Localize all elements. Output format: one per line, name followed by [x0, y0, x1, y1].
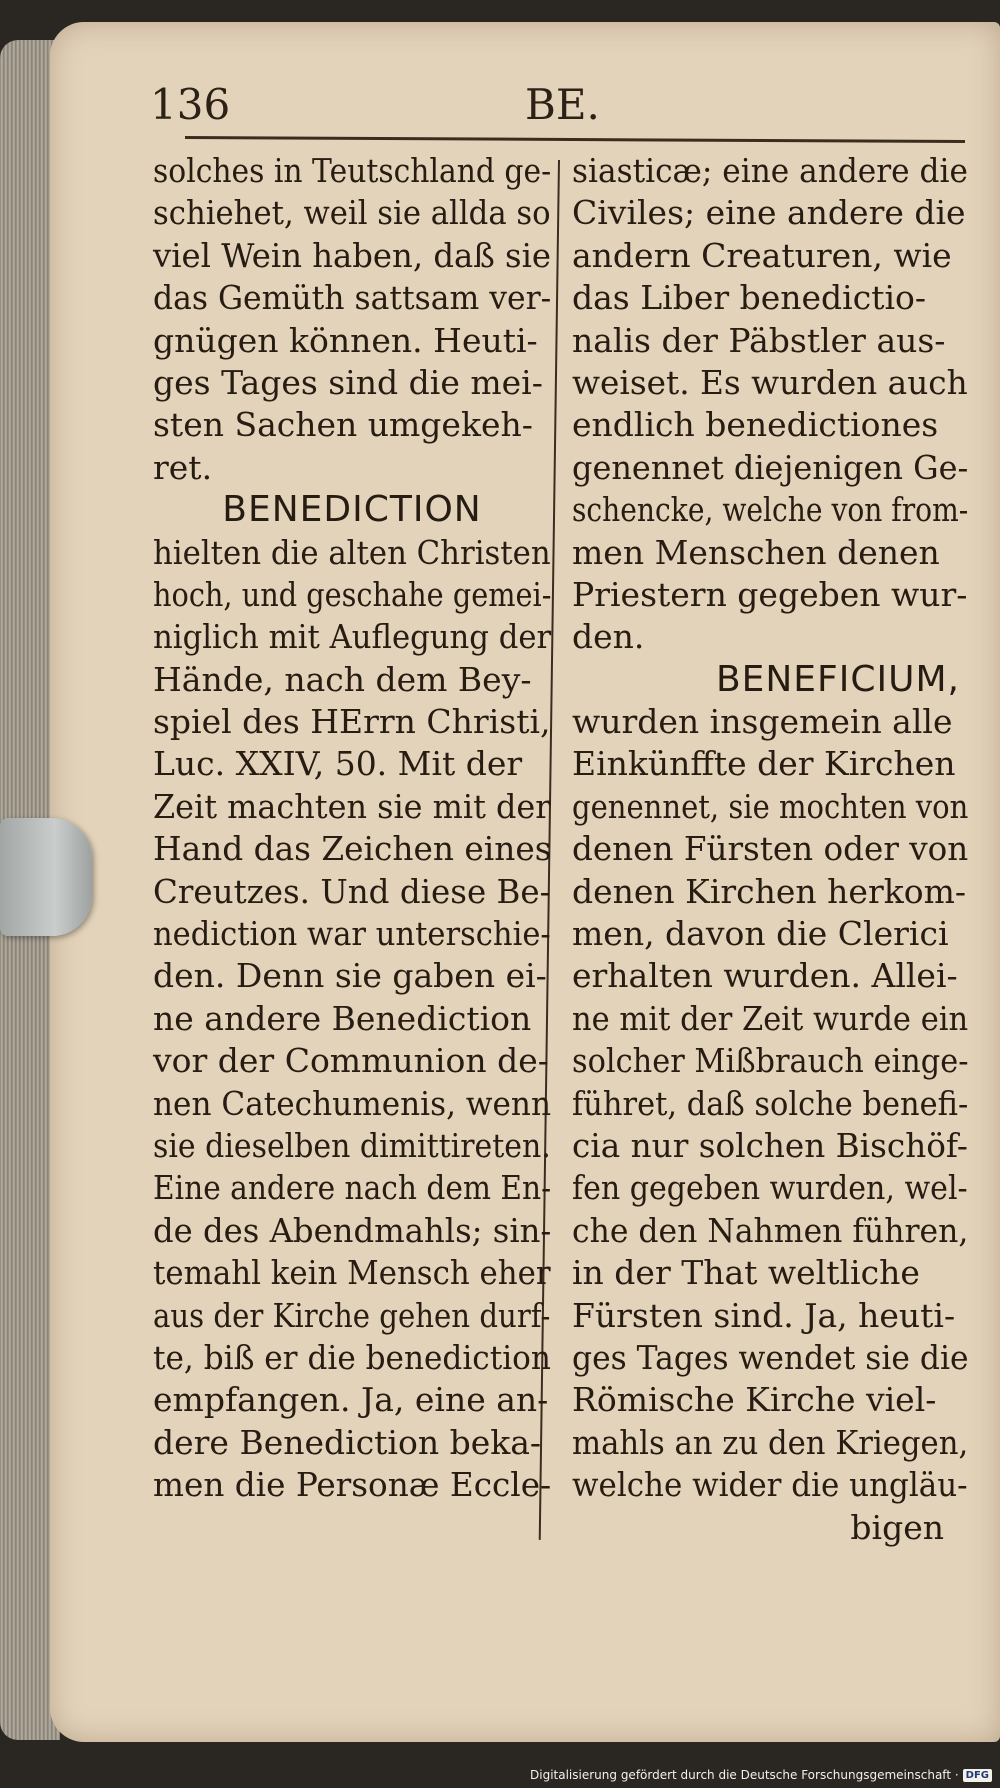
- text-line: ret.: [153, 447, 213, 487]
- text-line: Luc. XXIV, 50. Mit der: [153, 744, 523, 784]
- text-line: men die Personæ Eccle-: [153, 1465, 552, 1505]
- text-line: temahl kein Mensch eher: [153, 1253, 551, 1293]
- text-line: das Liber benedictio-: [572, 278, 927, 318]
- text-line: den. Denn sie gaben ei-: [153, 956, 547, 996]
- bookmark-clip: [0, 818, 92, 936]
- text-line: ne andere Benediction: [153, 998, 532, 1038]
- text-line: siasticæ; eine andere die: [572, 151, 968, 190]
- running-head: BE.: [525, 80, 600, 129]
- text-line: cia nur solchen Bischöf-: [572, 1125, 968, 1165]
- text-line: dere Benediction beka-: [153, 1422, 542, 1462]
- text-line: erhalten wurden. Allei-: [572, 956, 958, 996]
- text-line: mahls an zu den Kriegen,: [572, 1422, 969, 1462]
- text-line: ges Tages wendet sie die: [572, 1337, 969, 1377]
- text-line: schiehet, weil sie allda so: [153, 193, 551, 233]
- text-line: in der That weltliche: [572, 1253, 920, 1293]
- left-text-column: [153, 150, 551, 1507]
- text-line: führet, daß solche benefi-: [572, 1083, 969, 1123]
- text-line: Fürsten sind. Ja, heuti-: [572, 1295, 956, 1335]
- text-line: welche wider die ungläu-: [572, 1465, 968, 1505]
- text-line: nalis der Päbstler aus-: [572, 320, 946, 360]
- text-line: men Menschen denen: [572, 532, 940, 572]
- text-line: sten Sachen umgekeh-: [153, 405, 533, 445]
- text-line: denen Kirchen herkom-: [572, 871, 967, 911]
- text-line: wurden insgemein alle: [572, 702, 953, 742]
- text-line: che den Nahmen führen,: [572, 1210, 969, 1250]
- text-line: viel Wein haben, daß sie: [153, 235, 552, 275]
- text-line: Eine andere nach dem En-: [153, 1168, 552, 1208]
- text-line: sie dieselben dimittireten.: [153, 1125, 551, 1165]
- text-line: denen Fürsten oder von: [572, 829, 969, 869]
- right-text-column: [572, 150, 968, 1549]
- text-line: spiel des HErrn Christi,: [153, 702, 551, 742]
- text-line: Zeit machten sie mit der: [153, 786, 551, 826]
- text-line: hielten die alten Christen: [153, 532, 551, 572]
- text-line: aus der Kirche gehen durf-: [153, 1295, 551, 1335]
- text-line: nen Catechumenis, wenn: [153, 1083, 552, 1123]
- text-line: Hände, nach dem Bey-: [153, 659, 532, 699]
- text-line: ne mit der Zeit wurde ein: [572, 998, 969, 1038]
- text-line: genennet, sie mochten von: [572, 786, 969, 826]
- text-line: weiset. Es wurden auch: [572, 362, 968, 402]
- text-line: Creutzes. Und diese Be-: [153, 871, 551, 911]
- text-line: Einkünffte der Kirchen: [572, 744, 956, 784]
- entry-heading-benediction: BENEDICTION: [222, 489, 482, 531]
- text-line: ges Tages sind die mei-: [153, 362, 543, 402]
- text-line: te, biß er die benediction: [153, 1337, 551, 1377]
- text-line: vor der Communion de-: [153, 1041, 549, 1081]
- text-line: nediction war unterschie-: [153, 914, 551, 954]
- text-line: Priestern gegeben wur-: [572, 574, 968, 614]
- text-line: men, davon die Clerici: [572, 914, 949, 954]
- text-line: genennet diejenigen Ge-: [572, 447, 969, 487]
- text-line: solcher Mißbrauch einge-: [572, 1041, 969, 1081]
- text-line: schencke, welche von from-: [572, 490, 969, 530]
- digitization-credit: [530, 1768, 992, 1782]
- text-line: Hand das Zeichen eines: [153, 829, 552, 869]
- text-line: Römische Kirche viel-: [572, 1380, 937, 1420]
- text-line: hoch, und geschahe gemei-: [153, 574, 552, 614]
- text-line: de des Abendmahls; sin-: [153, 1210, 552, 1250]
- text-line: Civiles; eine andere die: [572, 193, 966, 233]
- page-number: 136: [150, 80, 231, 129]
- credit-text: Digitalisierung gefördert durch die Deutsche Forschungsgemeinschaft ·: [530, 1768, 959, 1782]
- text-line: empfangen. Ja, eine an-: [153, 1380, 549, 1420]
- text-line: das Gemüth sattsam ver-: [153, 278, 552, 318]
- text-line: endlich benedictiones: [572, 405, 939, 445]
- text-line: fen gegeben wurden, wel-: [572, 1168, 968, 1208]
- dfg-logo: DFG: [963, 1769, 992, 1782]
- entry-heading-beneficium: BENEFICIUM,: [715, 658, 960, 700]
- text-line: gnügen können. Heuti-: [153, 320, 538, 360]
- text-line: solches in Teutschland ge-: [153, 151, 552, 190]
- text-line: niglich mit Auflegung der: [153, 617, 552, 657]
- catchword: bigen: [850, 1507, 944, 1547]
- text-line: den.: [572, 617, 645, 657]
- text-line: andern Creaturen, wie: [572, 235, 952, 275]
